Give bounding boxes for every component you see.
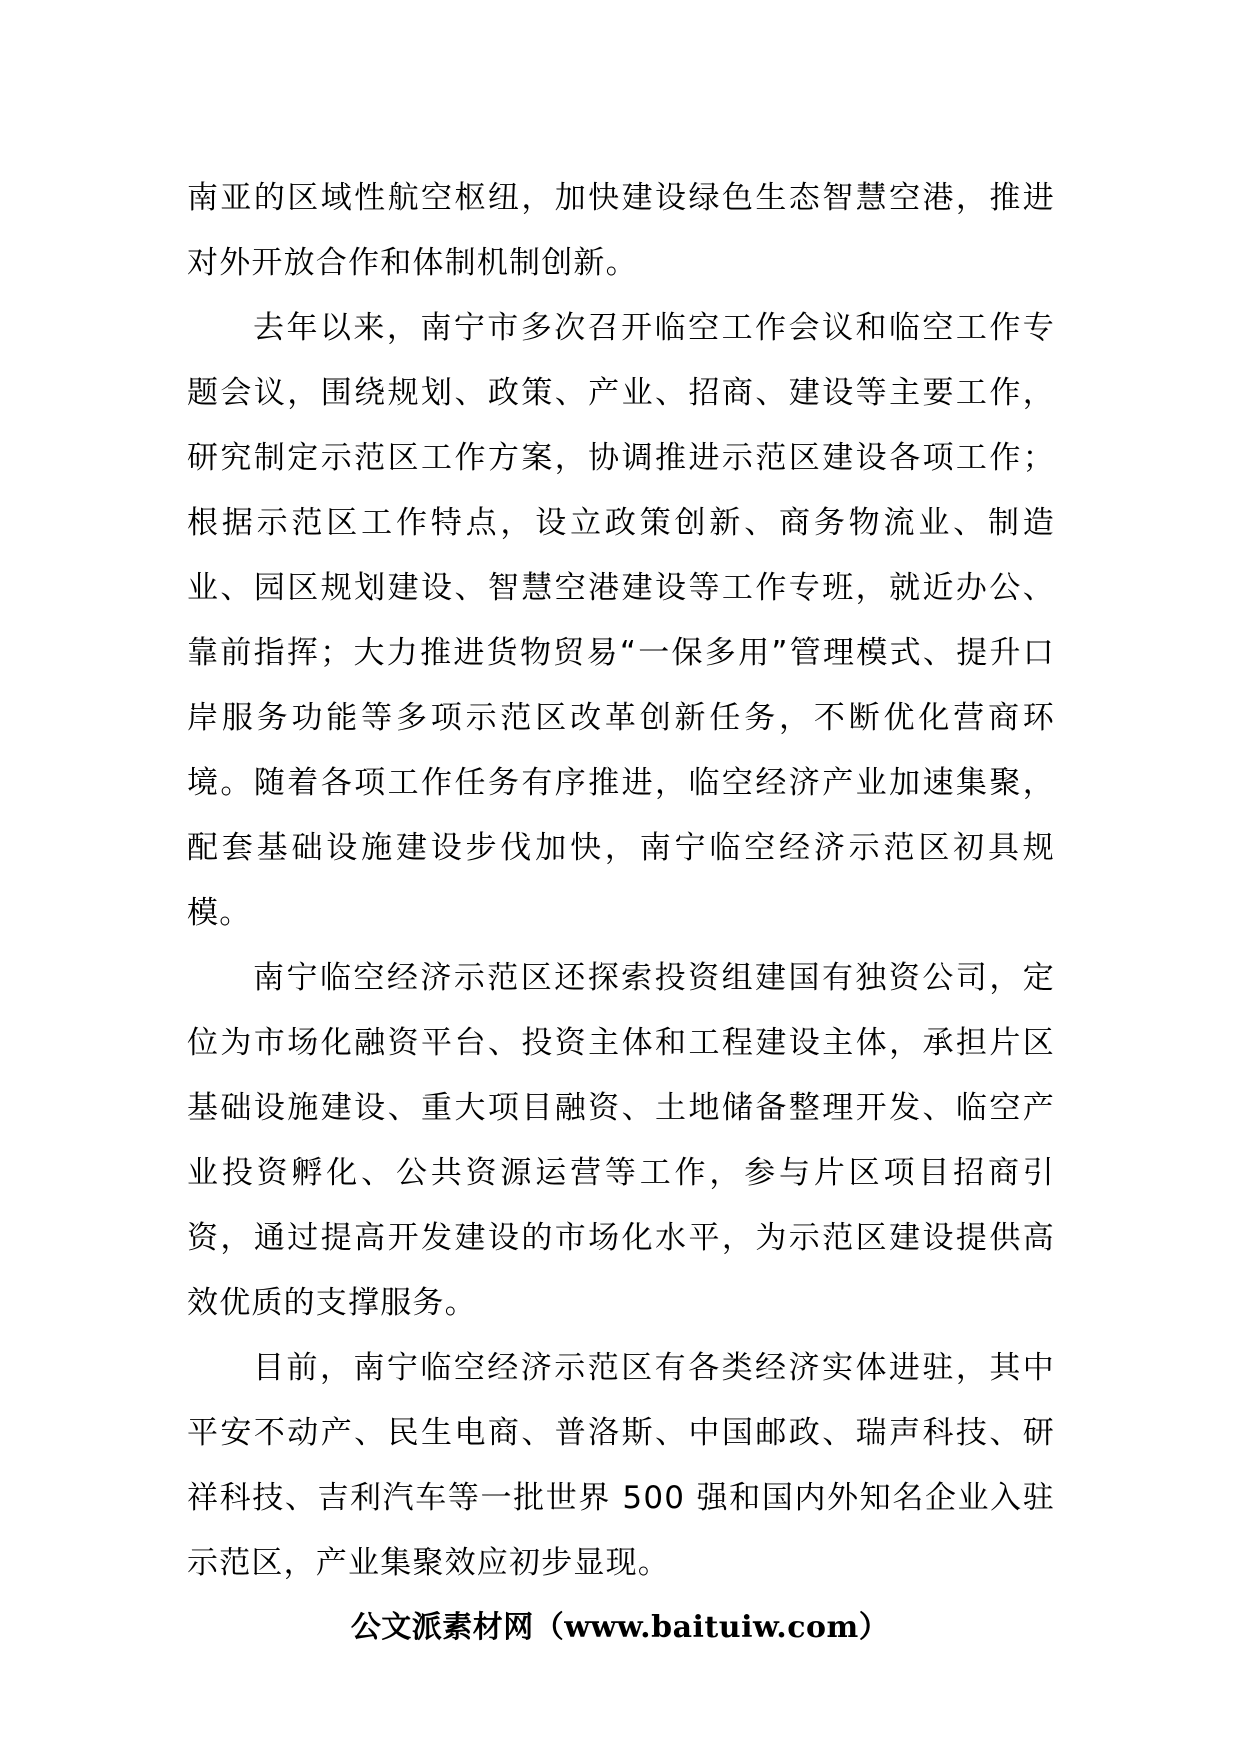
paragraph-3: 南宁临空经济示范区还探索投资组建国有独资公司，定位为市场化融资平台、投资主体和工程建设主体，承担片区基础设施建设、重大项目融资、土地储备整理开发、临空产业投资孵化、公共资源运营等工作，参与片区项目招商引资，通过提高开发建设的市场化水平，为示范区建设提供高效优质的支撑服务。	[187, 960, 1055, 1321]
footer-watermark: 公文派素材网（www.baituiw.com）	[350, 1610, 890, 1645]
paragraph-2: 去年以来，南宁市多次召开临空工作会议和临空工作专题会议，围绕规划、政策、产业、招商、建设等主要工作，研究制定示范区工作方案，协调推进示范区建设各项工作；根据示范区工作特点，设立政策创新、商务物流业、制造业、园区规划建设、智慧空港建设等工作专班，就近办公、靠前指挥；大力推进货物贸易“一保多用”管理模式、提升口岸服务功能等多项示范区改革创新任务，不断优化营商环境。随着各项工作任务有序推进，临空经济产业加速集聚，配套基础设施建设步伐加快，南宁临空经济示范区初具规模。	[187, 310, 1055, 931]
article-body	[187, 166, 1055, 1596]
paragraph-4: 目前，南宁临空经济示范区有各类经济实体进驻，其中平安不动产、民生电商、普洛斯、中国邮政、瑞声科技、研祥科技、吉利汽车等一批世界 500 强和国内外知名企业入驻示范区，产业集聚效应初步显现。	[187, 1350, 1055, 1581]
paragraph-1: 南亚的区域性航空枢纽，加快建设绿色生态智慧空港，推进对外开放合作和体制机制创新。	[187, 180, 1055, 281]
